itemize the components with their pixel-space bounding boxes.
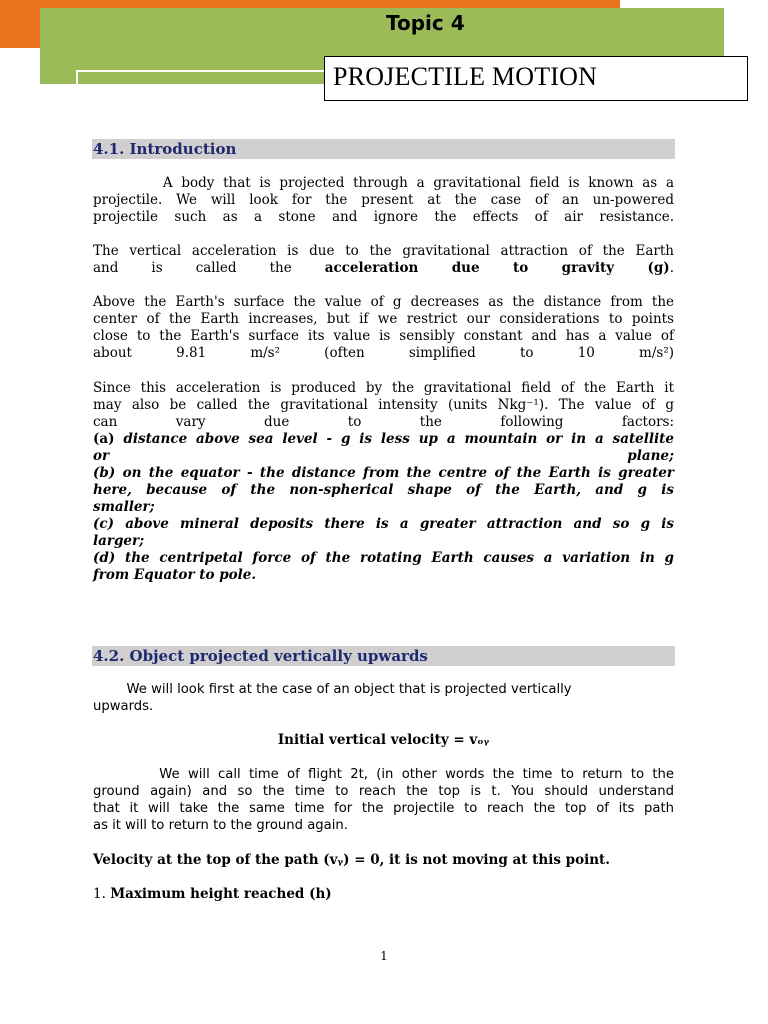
time-line-3: that it will take the same time for the projectile to reach the top of its path bbox=[93, 801, 674, 816]
factor-c-line-2: larger; bbox=[93, 533, 145, 549]
header-white-tick bbox=[76, 70, 78, 100]
intro-line-2: projectile. We will look for the present at the case of an un-powered bbox=[93, 192, 674, 208]
header-white-line bbox=[76, 70, 326, 72]
factors-intro-line-3: can vary due to the following factors: bbox=[93, 414, 674, 430]
g-value-line-3: close to the Earth's surface its value is sensibly constant and has a value of bbox=[93, 328, 674, 344]
factors-intro-line-1: Since this acceleration is produced by the gravitational field of the Earth it bbox=[93, 380, 674, 396]
acceleration-line-2-pre: and is called the bbox=[93, 260, 292, 276]
page-title: PROJECTILE MOTION bbox=[333, 62, 598, 91]
factor-a-label: (a) bbox=[93, 431, 115, 447]
section-heading-vertical: 4.2. Object projected vertically upwards bbox=[92, 646, 675, 666]
g-value-paragraph bbox=[93, 294, 674, 362]
intro-line-1: A body that is projected through a gravitational field is known as a bbox=[93, 175, 674, 191]
vertical-intro-line-1: We will look first at the case of an object that is projected vertically bbox=[93, 682, 572, 697]
intro-line-3: projectile such as a stone and ignore the effects of air resistance. bbox=[93, 209, 674, 225]
factor-c-text-1: above mineral deposits there is a greater attraction and so g is bbox=[125, 516, 674, 532]
time-line-4: as it will to return to the ground again. bbox=[93, 818, 348, 833]
list-item-maximum-height bbox=[93, 886, 332, 903]
factor-b-line-2: here, because of the non-spherical shape of the Earth, and g is bbox=[93, 482, 674, 498]
time-line-1: We will call time of flight 2t, (in other words the time to return to the bbox=[93, 767, 674, 782]
factor-a-line-2: or plane; bbox=[93, 448, 674, 464]
acceleration-line-2-post: . bbox=[669, 260, 674, 276]
factor-a-text-1: distance above sea level - g is less up a mountain or in a satellite bbox=[123, 431, 674, 447]
factors-paragraph bbox=[93, 380, 674, 584]
time-of-flight-paragraph bbox=[93, 766, 674, 834]
initial-vertical-velocity: Initial vertical velocity = vₒᵧ bbox=[277, 732, 490, 748]
factor-c-line-1 bbox=[93, 516, 674, 533]
factor-d-label: (d) bbox=[93, 550, 116, 566]
factor-b-text-1: on the equator - the distance from the centre of the Earth is greater bbox=[122, 465, 675, 481]
acceleration-line-2 bbox=[93, 260, 674, 277]
header-orange-block bbox=[0, 0, 40, 48]
factor-b-label: (b) bbox=[93, 465, 116, 481]
factors-intro-line-2: may also be called the gravitational intensity (units Nkg⁻¹). The value of g bbox=[93, 397, 674, 413]
list-item-number: 1. bbox=[93, 886, 106, 902]
factor-d-line-2: from Equator to pole. bbox=[93, 567, 257, 583]
page-number: 1 bbox=[380, 949, 388, 963]
g-value-line-2: center of the Earth increases, but if we restrict our considerations to points bbox=[93, 311, 674, 327]
factor-a-line-1 bbox=[93, 431, 674, 448]
g-value-line-1: Above the Earth's surface the value of g decreases as the distance from the bbox=[93, 294, 674, 310]
vertical-intro-paragraph bbox=[93, 681, 674, 715]
velocity-at-top: Velocity at the top of the path (vᵧ) = 0, it is not moving at this point. bbox=[93, 852, 610, 868]
intro-paragraph bbox=[93, 175, 674, 226]
acceleration-paragraph bbox=[93, 243, 674, 277]
maximum-height-heading: Maximum height reached (h) bbox=[110, 886, 332, 902]
g-value-line-4: about 9.81 m/s² (often simplified to 10 m/s²) bbox=[93, 345, 674, 361]
vertical-intro-line-2: upwards. bbox=[93, 699, 154, 714]
acceleration-due-to-gravity: acceleration due to gravity (g) bbox=[324, 260, 670, 276]
topic-label: Topic 4 bbox=[386, 11, 465, 35]
factor-b-line-3: smaller; bbox=[93, 499, 155, 515]
factor-b-line-1 bbox=[93, 465, 674, 482]
title-box bbox=[324, 56, 748, 101]
factor-c-label: (c) bbox=[93, 516, 114, 532]
acceleration-line-1: The vertical acceleration is due to the gravitational attraction of the Earth bbox=[93, 243, 674, 259]
factor-d-line-1 bbox=[93, 550, 674, 567]
header-orange-bar bbox=[0, 0, 620, 8]
time-line-2: ground again) and so the time to reach the top is t. You should understand bbox=[93, 784, 674, 799]
factor-d-text-1: the centripetal force of the rotating Earth causes a variation in g bbox=[125, 550, 674, 566]
section-heading-introduction: 4.1. Introduction bbox=[92, 139, 675, 159]
